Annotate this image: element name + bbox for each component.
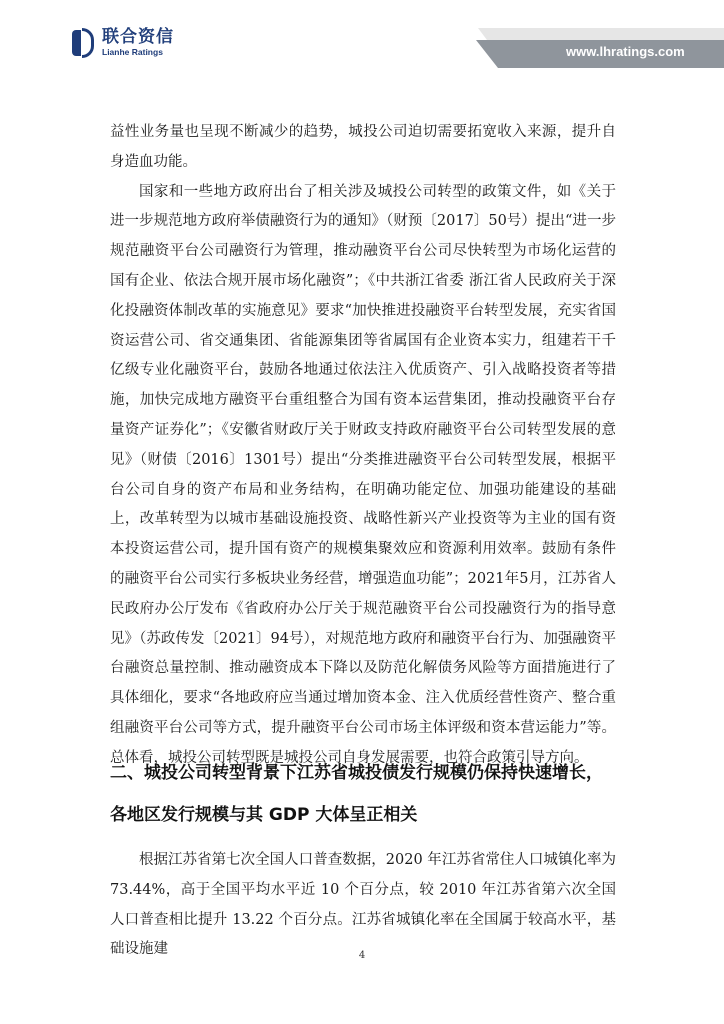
page-header: [0, 0, 724, 80]
logo-chinese-name: 联合资信: [102, 27, 174, 48]
lianhe-logo: [72, 28, 174, 58]
paragraph-3: 根据江苏省第七次全国人口普查数据，2020 年江苏省常住人口城镇化率为 73.44%，高于全国平均水平近 10 个百分点，较 2010 年江苏省第六次全国人口普查相比提升 13.22 个百分点。江苏省城镇化率在全国属于较高水平，基础设施建: [110, 852, 616, 958]
website-url[interactable]: www.lhratings.com: [566, 44, 685, 59]
body-text: [110, 118, 616, 774]
page-number: 4: [358, 950, 366, 961]
section-heading-line-2: 各地区发行规模与其 GDP 大体呈正相关: [110, 805, 418, 825]
logo-mark-icon: [72, 28, 96, 58]
paragraph-1: 益性业务量也呈现不断减少的趋势，城投公司迫切需要拓宽收入来源，提升自身造血功能。: [110, 124, 616, 170]
logo-english-name: Lianhe Ratings: [102, 47, 163, 58]
section-heading-line-1: 二、城投公司转型背景下江苏省城投债发行规模仍保持快速增长，: [110, 763, 603, 783]
paragraph-2: 国家和一些地方政府出台了相关涉及城投公司转型的政策文件，如《关于进一步规范地方政府举债融资行为的通知》（财预〔2017〕50号）提出“进一步规范融资平台公司融资行为管理，推动融资平台公司尽快转型为市场化运营的国有企业、依法合规开展市场化融资”；《中共浙江省委 浙江省人民政府关于深化投融资体制改革的实施意见》要求“加快推进投融资平台转型发展，充实省国资运营公司、省交通集团、省能源集团等省属国有企业资本实力，组建若干千亿级专业化融资平台，鼓励各地通过依法注入优质资产、引入战略投资者等措施，加快完成地方融资平台重组整合为国有资本运营集团，推动投融资平台存量资产证券化”；《安徽省财政厅关于财政支持政府融资平台公司转型发展的意见》（财债〔2016〕1301号）提出“分类推进融资平台公司转型发展，根据平台公司自身的资产布局和业务结构，在明确功能定位、加强功能建设的基础上，改革转型为以城市基础设施投资、战略性新兴产业投资等为主业的国有资本投资运营公司，提升国有资产的规模集聚效应和资源利用效率。鼓励有条件的融资平台公司实行多板块业务经营，增强造血功能”；2021年5月，江苏省人民政府办公厅发布《省政府办公厅关于规范融资平台公司投融资行为的指导意见》（苏政传发〔2021〕94号），对规范地方政府和融资平台行为、加强融资平台融资总量控制、推动融资成本下降以及防范化解债务风险等方面措施进行了具体细化，要求“各地政府应当通过增加资本金、注入优质经营性资产、整合重组融资平台公司等方式，提升融资平台公司市场主体评级和资本营运能力”等。总体看，城投公司转型既是城投公司自身发展需要，也符合政策引导方向。: [110, 183, 616, 766]
